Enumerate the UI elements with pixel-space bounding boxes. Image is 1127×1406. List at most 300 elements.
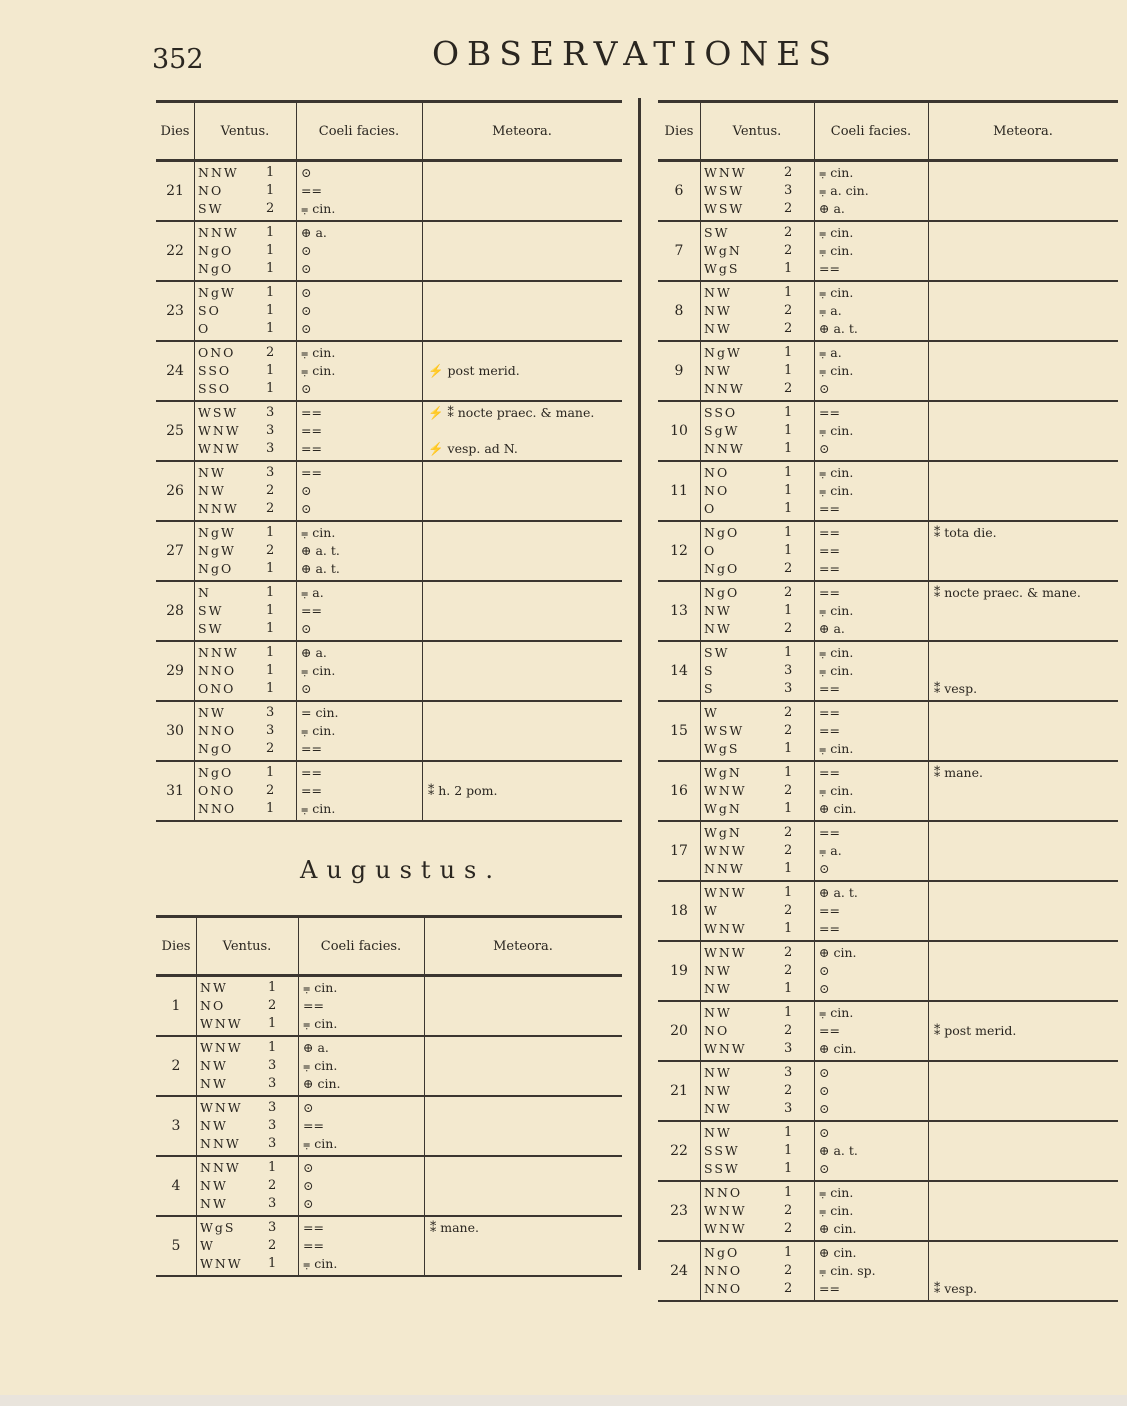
header-divider <box>194 103 195 159</box>
page-number: 352 <box>152 44 204 75</box>
table-july-end <box>156 100 622 822</box>
column-header-meteora: Meteora. <box>993 123 1053 139</box>
sky-condition: ⩦ cin. <box>819 423 854 438</box>
sky-condition: ⩦ cin. <box>303 980 338 995</box>
cell-divider <box>296 642 297 700</box>
sky-condition: ⊙ <box>303 1178 314 1193</box>
wind-direction: WNW <box>704 783 747 798</box>
wind-direction: WNW <box>704 1203 747 1218</box>
wind-force: 1 <box>268 1256 277 1271</box>
wind-force: 1 <box>266 183 275 198</box>
day-number: 21 <box>670 1083 688 1099</box>
cell-divider <box>194 342 195 400</box>
cell-divider <box>194 162 195 220</box>
wind-force: 2 <box>784 1221 793 1236</box>
day-number: 19 <box>670 963 688 979</box>
cell-divider <box>298 1157 299 1215</box>
sky-condition: == <box>303 1118 324 1133</box>
column-divider <box>638 98 641 1270</box>
cell-divider <box>814 462 815 520</box>
wind-direction: NNW <box>200 1160 241 1175</box>
table-row <box>658 942 1118 1002</box>
wind-direction: WNW <box>198 441 241 456</box>
sky-condition: == <box>301 465 322 480</box>
wind-direction: NNW <box>198 225 239 240</box>
sky-condition: == <box>819 903 840 918</box>
wind-force: 1 <box>784 603 793 618</box>
wind-force: 2 <box>266 345 275 360</box>
wind-force: 2 <box>784 1203 793 1218</box>
cell-divider <box>814 942 815 1000</box>
wind-force: 1 <box>784 981 793 996</box>
table-row <box>156 282 622 342</box>
meteora-note: ⁑ mane. <box>430 1220 479 1235</box>
sky-condition: == <box>819 825 840 840</box>
wind-direction: ONO <box>198 345 236 360</box>
sky-condition: ⩦ cin. <box>819 603 854 618</box>
cell-divider <box>700 882 701 940</box>
wind-direction: WNW <box>200 1100 243 1115</box>
cell-divider <box>700 1002 701 1060</box>
wind-direction: WNW <box>200 1040 243 1055</box>
sky-condition: ⩦ cin. <box>303 1058 338 1073</box>
sky-condition: == <box>301 441 322 456</box>
table-row <box>658 822 1118 882</box>
cell-divider <box>298 977 299 1035</box>
wind-direction: WNW <box>704 921 747 936</box>
wind-direction: WNW <box>198 423 241 438</box>
sky-condition: ⊙ <box>301 303 312 318</box>
table-row <box>658 1242 1118 1302</box>
cell-divider <box>700 762 701 820</box>
header-divider <box>296 103 297 159</box>
wind-force: 1 <box>784 765 793 780</box>
sky-condition: ⩦ a. <box>819 345 842 360</box>
day-number: 5 <box>171 1238 181 1254</box>
column-header-meteora: Meteora. <box>493 938 553 954</box>
wind-force: 1 <box>784 1161 793 1176</box>
cell-divider <box>196 1097 197 1155</box>
table-row <box>658 1182 1118 1242</box>
wind-direction: NO <box>704 465 730 480</box>
cell-divider <box>296 702 297 760</box>
wind-direction: SgW <box>704 423 740 438</box>
sky-condition: == <box>819 723 840 738</box>
wind-direction: WNW <box>704 1041 747 1056</box>
meteora-note: ⁑ post merid. <box>934 1023 1017 1038</box>
wind-direction: NW <box>704 321 732 336</box>
wind-force: 1 <box>266 285 275 300</box>
sky-condition: ⩦ cin. <box>303 1016 338 1031</box>
cell-divider <box>814 1182 815 1240</box>
cell-divider <box>928 162 929 220</box>
wind-force: 1 <box>266 525 275 540</box>
sky-condition: ⊙ <box>301 501 312 516</box>
wind-force: 2 <box>784 585 793 600</box>
wind-direction: SSO <box>704 405 738 420</box>
cell-divider <box>422 642 423 700</box>
meteora-note: ⁑ h. 2 pom. <box>428 783 498 798</box>
cell-divider <box>700 162 701 220</box>
cell-divider <box>928 522 929 580</box>
day-number: 14 <box>670 663 688 679</box>
cell-divider <box>194 462 195 520</box>
wind-force: 3 <box>268 1220 277 1235</box>
sky-condition: == <box>301 603 322 618</box>
cell-divider <box>422 522 423 580</box>
wind-force: 3 <box>784 1101 793 1116</box>
table-header <box>156 100 622 162</box>
cell-divider <box>194 522 195 580</box>
wind-force: 1 <box>266 621 275 636</box>
header-divider <box>196 918 197 974</box>
column-header-ventus: Ventus. <box>220 123 270 139</box>
wind-direction: SW <box>198 621 224 636</box>
day-number: 2 <box>171 1058 181 1074</box>
meteora-note: ⁑ tota die. <box>934 525 997 540</box>
sky-condition: ⊕ a. <box>819 201 845 216</box>
cell-divider <box>928 1242 929 1300</box>
wind-force: 2 <box>784 621 793 636</box>
table-row <box>658 222 1118 282</box>
wind-direction: S <box>704 663 715 678</box>
wind-force: 3 <box>266 705 275 720</box>
wind-direction: WNW <box>704 843 747 858</box>
wind-force: 2 <box>784 381 793 396</box>
wind-direction: WSW <box>704 723 745 738</box>
wind-force: 3 <box>784 183 793 198</box>
wind-force: 3 <box>268 1196 277 1211</box>
table-row <box>658 642 1118 702</box>
day-number: 27 <box>166 543 184 559</box>
day-number: 23 <box>166 303 184 319</box>
cell-divider <box>296 282 297 340</box>
cell-divider <box>928 402 929 460</box>
wind-force: 3 <box>268 1118 277 1133</box>
wind-force: 1 <box>268 980 277 995</box>
day-number: 22 <box>166 243 184 259</box>
wind-direction: NgO <box>198 741 234 756</box>
wind-force: 3 <box>784 1065 793 1080</box>
wind-direction: WgN <box>704 243 742 258</box>
day-number: 28 <box>166 603 184 619</box>
cell-divider <box>814 162 815 220</box>
day-number: 29 <box>166 663 184 679</box>
sky-condition: == <box>819 405 840 420</box>
sky-condition: ⊕ cin. <box>819 1221 857 1236</box>
cell-divider <box>194 642 195 700</box>
wind-force: 1 <box>784 285 793 300</box>
table-row <box>658 1002 1118 1062</box>
table-row <box>156 162 622 222</box>
wind-force: 1 <box>784 1125 793 1140</box>
sky-condition: ⩦ cin. <box>819 363 854 378</box>
cell-divider <box>814 582 815 640</box>
table-row <box>156 1217 622 1277</box>
cell-divider <box>928 1002 929 1060</box>
wind-force: 1 <box>784 885 793 900</box>
wind-force: 2 <box>266 501 275 516</box>
wind-force: 3 <box>266 723 275 738</box>
sky-condition: == <box>301 405 322 420</box>
month-heading: Augustus. <box>300 856 502 884</box>
wind-force: 1 <box>784 1185 793 1200</box>
sky-condition: ⊕ a. t. <box>301 561 340 576</box>
cell-divider <box>298 1037 299 1095</box>
cell-divider <box>700 522 701 580</box>
cell-divider <box>928 702 929 760</box>
cell-divider <box>928 1122 929 1180</box>
cell-divider <box>928 942 929 1000</box>
sky-condition: ⊙ <box>301 381 312 396</box>
sky-condition: ⩦ cin. <box>301 345 336 360</box>
wind-direction: WNW <box>704 885 747 900</box>
sky-condition: ⊙ <box>301 243 312 258</box>
wind-force: 2 <box>784 825 793 840</box>
wind-force: 2 <box>266 201 275 216</box>
wind-direction: WSW <box>704 201 745 216</box>
wind-direction: NW <box>704 363 732 378</box>
day-number: 26 <box>166 483 184 499</box>
day-number: 11 <box>670 483 688 499</box>
table-header <box>658 100 1118 162</box>
table-row <box>156 522 622 582</box>
wind-direction: NW <box>200 1118 228 1133</box>
wind-direction: NO <box>200 998 226 1013</box>
sky-condition: ⩦ cin. <box>303 1136 338 1151</box>
wind-direction: NNO <box>704 1281 743 1296</box>
table-row <box>658 402 1118 462</box>
wind-force: 1 <box>266 321 275 336</box>
wind-force: 3 <box>266 441 275 456</box>
sky-condition: ⩦ cin. <box>301 525 336 540</box>
cell-divider <box>194 282 195 340</box>
sky-condition: == <box>819 561 840 576</box>
sky-condition: ⊙ <box>301 681 312 696</box>
sky-condition: ⩦ cin. <box>819 483 854 498</box>
page-edge <box>0 1395 1127 1406</box>
sky-condition: ⩦ cin. <box>301 801 336 816</box>
wind-direction: NW <box>200 1196 228 1211</box>
wind-force: 2 <box>784 903 793 918</box>
wind-force: 1 <box>784 423 793 438</box>
day-number: 30 <box>166 723 184 739</box>
table-row <box>156 1157 622 1217</box>
sky-condition: ⩦ cin. <box>819 783 854 798</box>
cell-divider <box>814 342 815 400</box>
day-number: 6 <box>674 183 684 199</box>
cell-divider <box>422 762 423 820</box>
meteora-note: ⁑ nocte praec. & mane. <box>934 585 1081 600</box>
cell-divider <box>296 402 297 460</box>
column-header-meteora: Meteora. <box>492 123 552 139</box>
table-header <box>156 915 622 977</box>
wind-force: 1 <box>268 1160 277 1175</box>
wind-force: 1 <box>784 441 793 456</box>
wind-direction: NgW <box>198 285 236 300</box>
wind-force: 1 <box>266 765 275 780</box>
table-row <box>156 642 622 702</box>
wind-direction: WNW <box>200 1256 243 1271</box>
day-number: 17 <box>670 843 688 859</box>
wind-force: 1 <box>266 225 275 240</box>
sky-condition: ⩦ cin. <box>819 1203 854 1218</box>
wind-direction: NNW <box>704 861 745 876</box>
cell-divider <box>814 282 815 340</box>
wind-direction: NO <box>704 1023 730 1038</box>
wind-force: 3 <box>268 1058 277 1073</box>
cell-divider <box>814 702 815 760</box>
cell-divider <box>814 882 815 940</box>
table-row <box>156 222 622 282</box>
sky-condition: ⩦ cin. <box>819 225 854 240</box>
cell-divider <box>928 342 929 400</box>
cell-divider <box>700 822 701 880</box>
wind-direction: NNO <box>198 663 237 678</box>
sky-condition: ⩦ cin. <box>301 663 336 678</box>
table-row <box>658 462 1118 522</box>
sky-condition: ⊙ <box>303 1196 314 1211</box>
sky-condition: ⊕ a. t. <box>819 321 858 336</box>
day-number: 20 <box>670 1023 688 1039</box>
sky-condition: == <box>301 741 322 756</box>
wind-direction: NgO <box>704 585 740 600</box>
wind-force: 1 <box>266 801 275 816</box>
sky-condition: ⩦ cin. <box>819 243 854 258</box>
cell-divider <box>196 1157 197 1215</box>
wind-direction: NNW <box>198 501 239 516</box>
table-row <box>658 702 1118 762</box>
cell-divider <box>928 822 929 880</box>
wind-force: 1 <box>784 1005 793 1020</box>
cell-divider <box>928 1062 929 1120</box>
sky-condition: == <box>301 765 322 780</box>
cell-divider <box>928 642 929 700</box>
wind-direction: NNO <box>198 801 237 816</box>
sky-condition: ⊙ <box>819 1065 830 1080</box>
wind-direction: NgO <box>198 561 234 576</box>
wind-direction: WgS <box>704 741 740 756</box>
column-header-coeli: Coeli facies. <box>320 938 402 954</box>
wind-force: 2 <box>268 998 277 1013</box>
wind-direction: WgN <box>704 825 742 840</box>
wind-direction: NNO <box>704 1185 743 1200</box>
sky-condition: ⊙ <box>301 483 312 498</box>
cell-divider <box>700 1122 701 1180</box>
sky-condition: ⊙ <box>819 963 830 978</box>
sky-condition: ⊙ <box>819 1125 830 1140</box>
cell-divider <box>700 1062 701 1120</box>
cell-divider <box>424 1097 425 1155</box>
wind-force: 2 <box>784 201 793 216</box>
wind-force: 1 <box>784 741 793 756</box>
wind-direction: NW <box>704 303 732 318</box>
wind-direction: W <box>704 705 719 720</box>
wind-direction: WgN <box>704 765 742 780</box>
meteora-note: ⚡ ⁑ nocte praec. & mane. <box>428 405 595 420</box>
sky-condition: ⩦ a. <box>819 843 842 858</box>
wind-force: 3 <box>266 423 275 438</box>
cell-divider <box>296 342 297 400</box>
cell-divider <box>700 462 701 520</box>
table-row <box>658 1122 1118 1182</box>
table-row <box>658 1062 1118 1122</box>
wind-force: 3 <box>268 1100 277 1115</box>
wind-force: 1 <box>784 465 793 480</box>
sky-condition: ⩦ cin. sp. <box>819 1263 876 1278</box>
table-row <box>156 582 622 642</box>
wind-force: 1 <box>784 363 793 378</box>
table-august-continued <box>658 100 1118 1302</box>
day-number: 24 <box>670 1263 688 1279</box>
wind-direction: SW <box>198 603 224 618</box>
cell-divider <box>422 462 423 520</box>
table-row <box>658 282 1118 342</box>
sky-condition: ⊙ <box>303 1100 314 1115</box>
cell-divider <box>814 1122 815 1180</box>
cell-divider <box>296 162 297 220</box>
day-number: 23 <box>670 1203 688 1219</box>
cell-divider <box>194 702 195 760</box>
cell-divider <box>422 582 423 640</box>
wind-direction: NW <box>704 1101 732 1116</box>
sky-condition: ⩦ cin. <box>301 363 336 378</box>
wind-force: 1 <box>268 1040 277 1055</box>
column-header-coeli: Coeli facies. <box>830 123 912 139</box>
wind-force: 2 <box>784 165 793 180</box>
cell-divider <box>700 582 701 640</box>
sky-condition: == <box>819 543 840 558</box>
wind-direction: NW <box>198 483 226 498</box>
table-row <box>658 582 1118 642</box>
wind-direction: SSO <box>198 381 232 396</box>
wind-force: 2 <box>784 945 793 960</box>
sky-condition: ⊕ a. <box>819 621 845 636</box>
sky-condition: ⊙ <box>303 1160 314 1175</box>
sky-condition: ⩦ cin. <box>303 1256 338 1271</box>
sky-condition: ⊕ cin. <box>819 1245 857 1260</box>
sky-condition: ⩦ cin. <box>819 1005 854 1020</box>
cell-divider <box>928 582 929 640</box>
table-row <box>658 162 1118 222</box>
wind-direction: SSO <box>198 363 232 378</box>
header-divider <box>928 103 929 159</box>
day-number: 9 <box>674 363 684 379</box>
sky-condition: ⩦ a. <box>819 303 842 318</box>
cell-divider <box>424 1217 425 1275</box>
cell-divider <box>424 1037 425 1095</box>
wind-direction: WSW <box>704 183 745 198</box>
wind-direction: WgS <box>200 1220 236 1235</box>
sky-condition: ⊙ <box>301 261 312 276</box>
cell-divider <box>814 1242 815 1300</box>
wind-force: 2 <box>266 783 275 798</box>
wind-force: 2 <box>266 543 275 558</box>
wind-direction: WNW <box>200 1016 243 1031</box>
wind-direction: NW <box>200 1178 228 1193</box>
sky-condition: ⊙ <box>301 165 312 180</box>
sky-condition: ⊕ a. <box>301 225 327 240</box>
wind-force: 2 <box>784 561 793 576</box>
wind-direction: NgO <box>198 765 234 780</box>
wind-force: 2 <box>266 483 275 498</box>
cell-divider <box>928 282 929 340</box>
wind-direction: NgO <box>704 561 740 576</box>
meteora-note: ⁑ mane. <box>934 765 983 780</box>
day-number: 8 <box>674 303 684 319</box>
cell-divider <box>700 1182 701 1240</box>
header-divider <box>700 103 701 159</box>
